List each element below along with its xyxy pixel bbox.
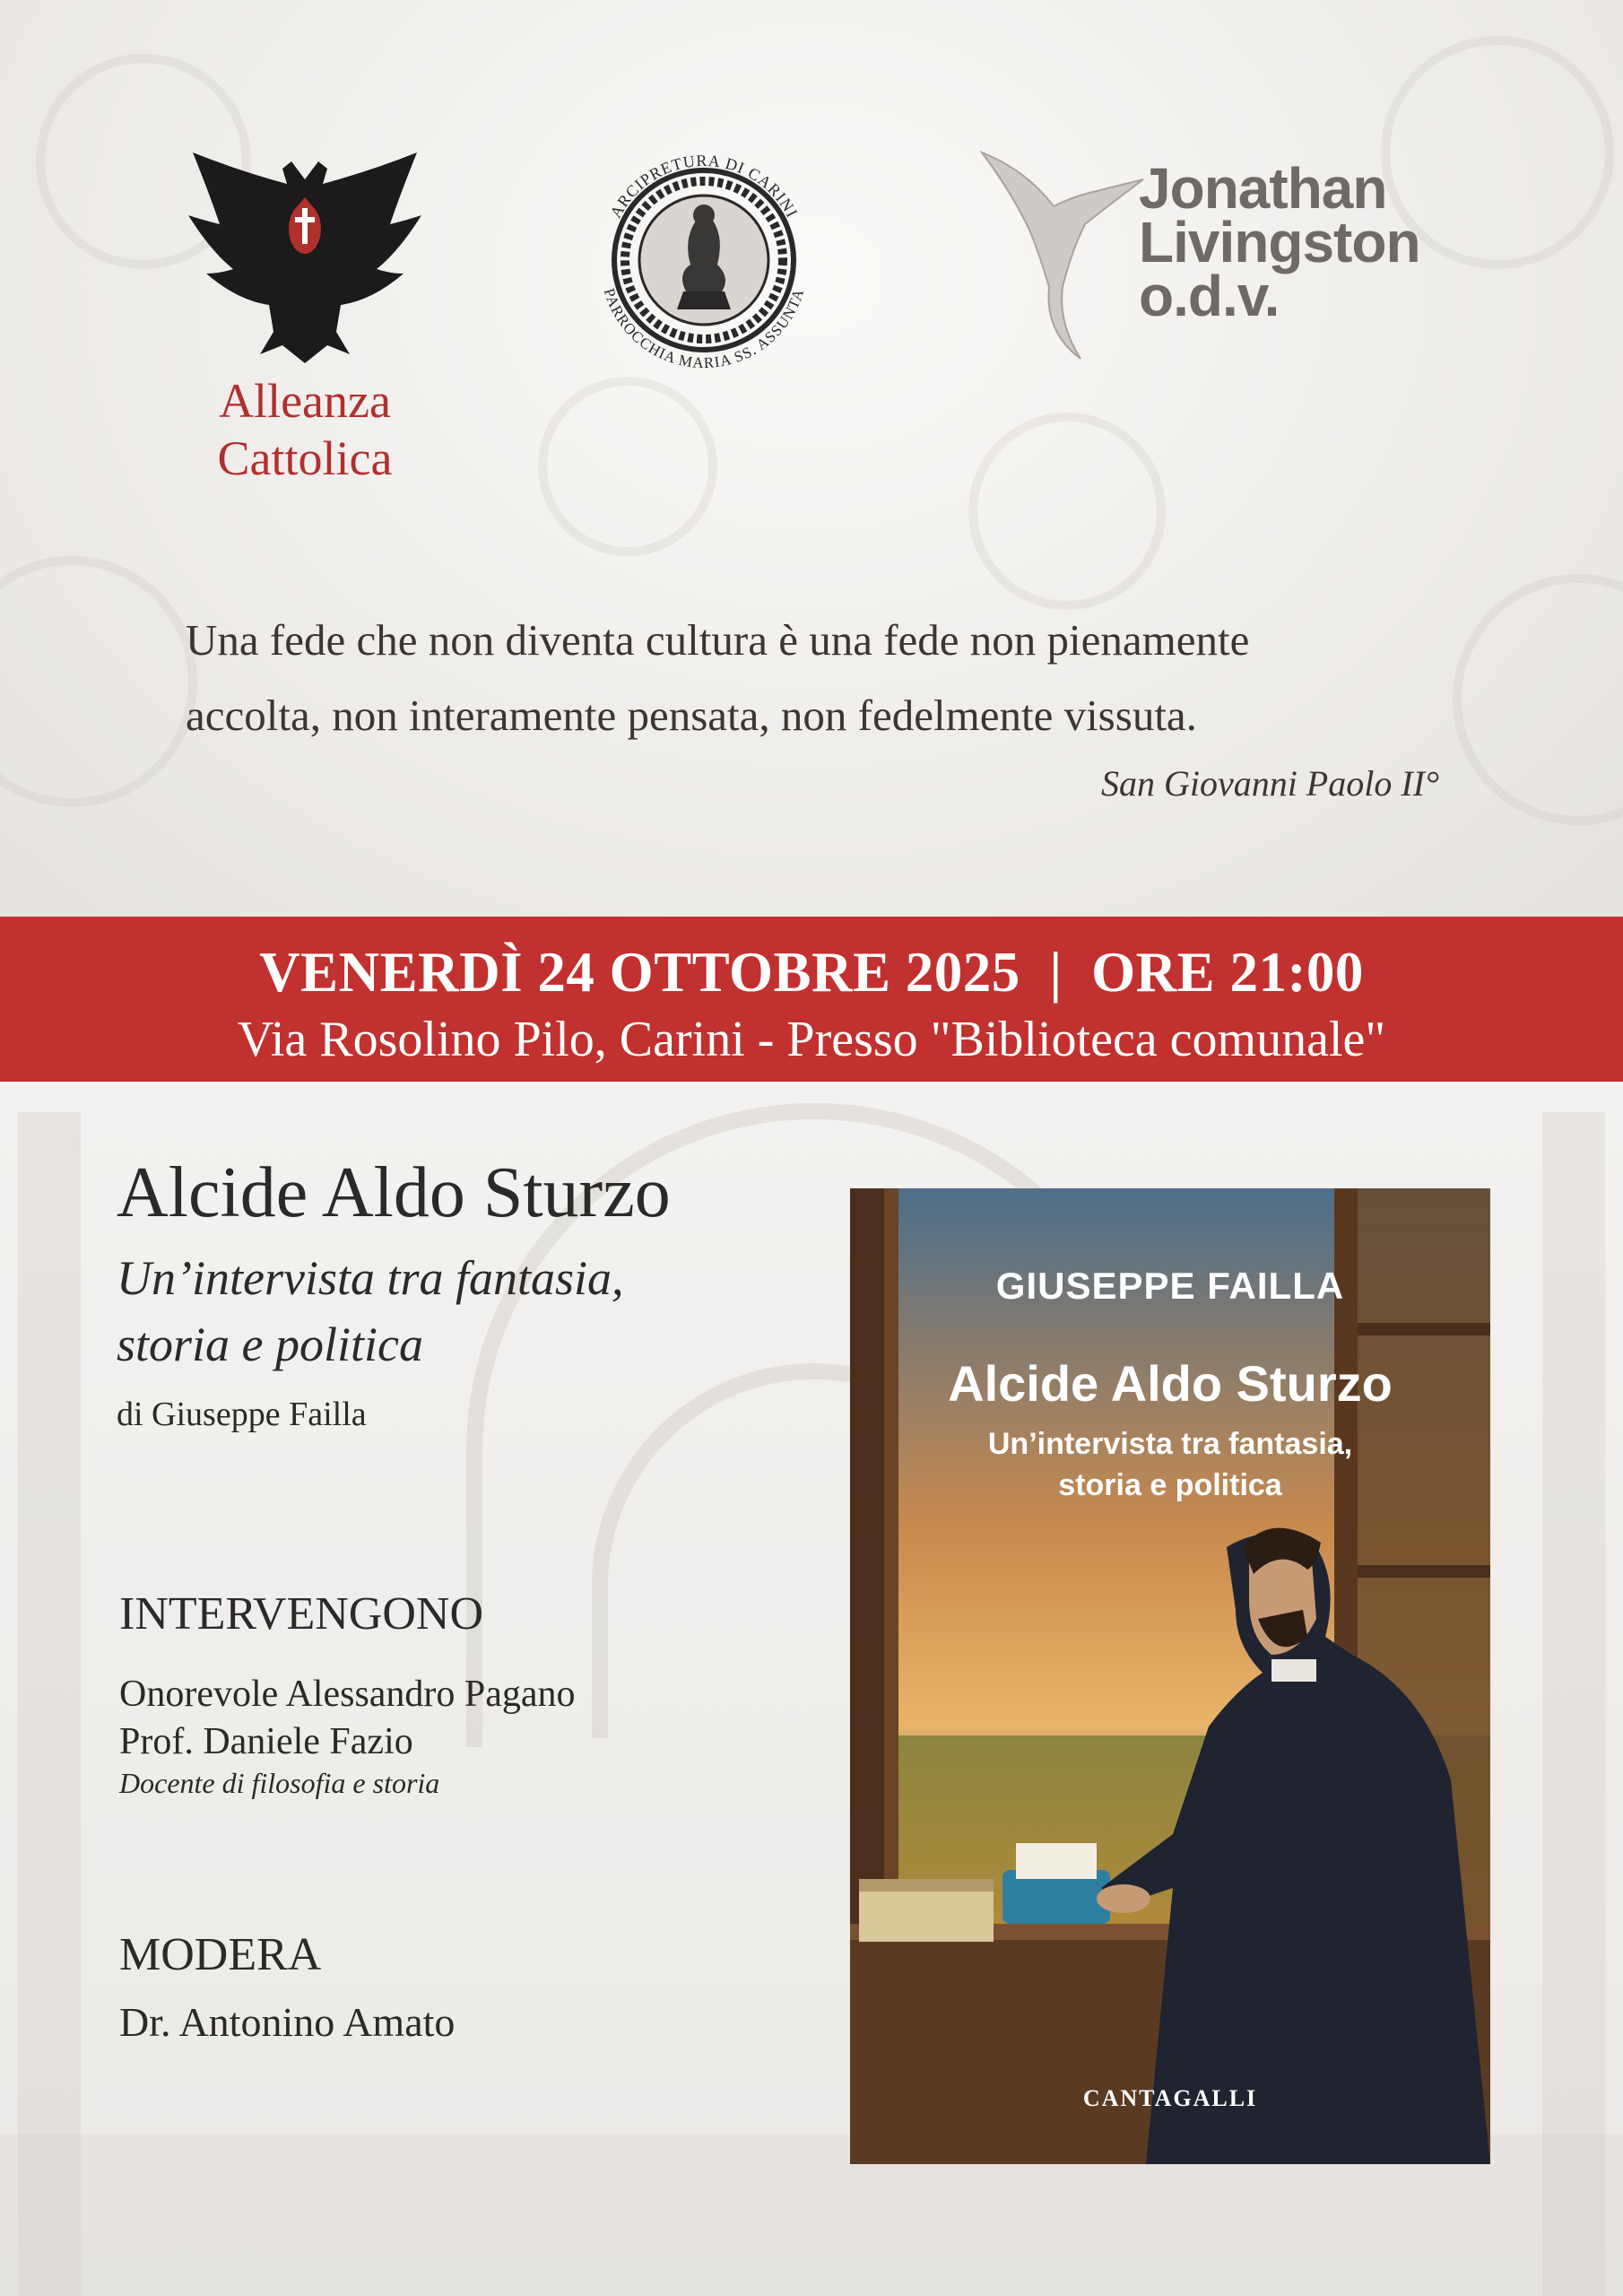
event-date-time: VENERDÌ 24 OTTOBRE 2025 | ORE 21:00 [259, 941, 1364, 1004]
cover-subtitle-line2: storia e politica [1058, 1468, 1282, 1502]
book-subtitle-line2: storia e politica [117, 1318, 423, 1371]
decor-swirl [538, 377, 717, 556]
jonathan-name-line2: Livingston [1139, 210, 1420, 274]
moderator-name: Dr. Antonino Amato [119, 1999, 456, 2045]
decor-swirl [968, 413, 1166, 610]
alleanza-cattolica-name [152, 372, 457, 487]
book-cover-illustration [850, 1188, 1490, 2164]
seagull-icon [973, 144, 1152, 368]
book-title: Alcide Aldo Sturzo [117, 1153, 671, 1232]
jonathan-livingston-logo [973, 144, 1152, 368]
jonathan-name-line3: o.d.v. [1139, 264, 1280, 328]
cover-publisher: CANTAGALLI [1082, 2085, 1258, 2111]
speaker-role: Docente di filosofia e storia [119, 1767, 440, 1799]
alleanza-name-line2: Cattolica [217, 431, 393, 485]
speaker-name: Prof. Daniele Fazio [119, 1721, 413, 1762]
decor-pillar [18, 1112, 81, 2296]
seal-top-text: ARCIPRETURA DI CARINI [606, 151, 802, 222]
alleanza-name-line1: Alleanza [219, 374, 391, 428]
event-place: Via Rosolino Pilo, Carini - Presso "Biblioteca comunale" [237, 1012, 1386, 1067]
quote [186, 603, 1459, 753]
speaker-name: Onorevole Alessandro Pagano [119, 1674, 576, 1715]
cover-subtitle [850, 1423, 1490, 1506]
speakers-heading: INTERVENGONO [119, 1588, 483, 1639]
book-subtitle-line1: Un’intervista tra fantasia, [117, 1251, 624, 1305]
decor-pillar [1542, 1112, 1605, 2296]
eagle-icon [184, 144, 426, 368]
moderator-heading: MODERA [119, 1929, 322, 1980]
quote-line2: accolta, non interamente pensata, non fedelmente vissuta. [186, 691, 1197, 740]
jonathan-livingston-name [1139, 156, 1420, 328]
book-cover [850, 1188, 1490, 2164]
seal-bottom-text: PARROCCHIA MARIA SS. ASSUNTA [600, 286, 808, 372]
event-band [0, 917, 1623, 1082]
cover-title: Alcide Aldo Sturzo [948, 1355, 1393, 1412]
parrocchia-logo [574, 130, 834, 390]
cover-subtitle-line1: Un’intervista tra fantasia, [987, 1427, 1353, 1461]
quote-author: San Giovanni Paolo II° [1100, 763, 1439, 804]
quote-line1: Una fede che non diventa cultura è una fede non pienamente [186, 615, 1250, 665]
alleanza-cattolica-logo [184, 144, 426, 368]
parish-seal-icon [574, 130, 834, 390]
book-author: di Giuseppe Failla [117, 1396, 367, 1433]
jonathan-name-line1: Jonathan [1139, 156, 1387, 221]
cover-author: GIUSEPPE FAILLA [995, 1265, 1345, 1307]
book-subtitle [117, 1245, 624, 1378]
